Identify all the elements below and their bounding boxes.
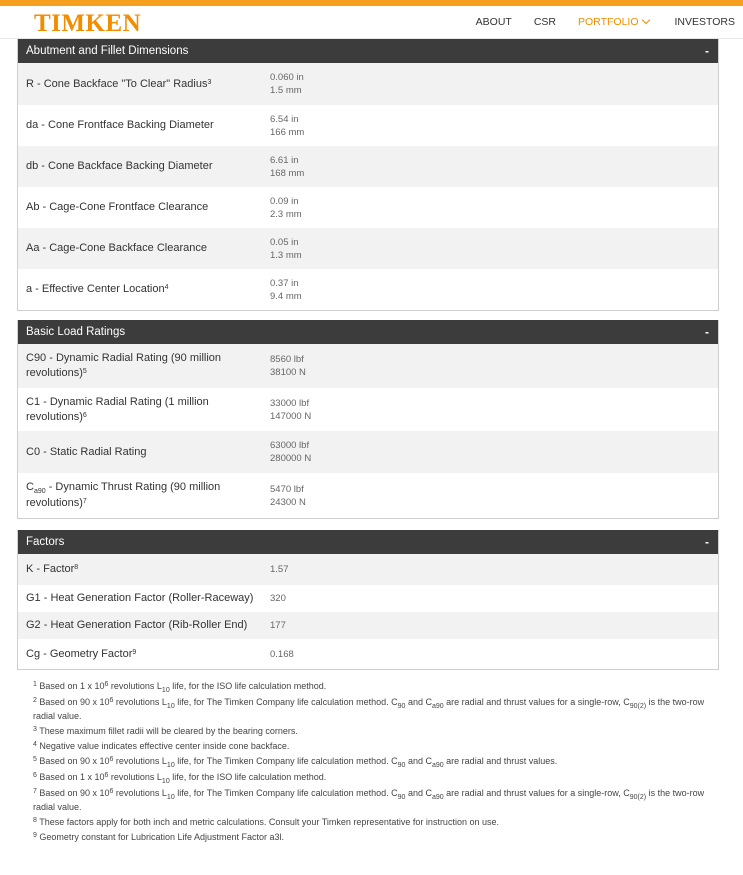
load-ratings-panel	[17, 320, 719, 519]
table-row	[18, 228, 718, 269]
nav-about[interactable]: ABOUT	[475, 16, 512, 28]
table-row	[18, 269, 718, 310]
spec-label: G2 - Heat Generation Factor (Rib-Roller End)	[26, 619, 248, 631]
footnote: $^3$ These maximum fillet radii will be cleared by the bearing corners.	[33, 726, 298, 736]
chevron-down-icon	[641, 16, 649, 24]
spec-label: C0 - Static Radial Rating	[26, 445, 147, 458]
table-row	[18, 585, 718, 612]
load-ratings-panel-header[interactable]	[18, 320, 718, 344]
spec-value: 63000 lbf 280000 N	[270, 440, 312, 464]
spec-value: 8560 lbf 38100 N	[270, 354, 306, 378]
spec-value: 6.61 in 168 mm	[270, 154, 305, 179]
spec-label: R - Cone Backface "To Clear" Radius$^3$	[26, 77, 212, 90]
table-row	[18, 388, 718, 431]
spec-value: 0.060 in 1.5 mm	[270, 72, 304, 96]
spec-value: 33000 lbf 147000 N	[270, 397, 312, 422]
table-row	[18, 639, 718, 669]
factors-panel	[17, 530, 719, 670]
factors-panel-header[interactable]	[18, 530, 718, 554]
collapse-toggle-icon[interactable]: -	[705, 535, 709, 549]
abutment-panel	[17, 39, 719, 311]
footnote: $^4$ Negative value indicates effective center inside cone backface.	[33, 741, 290, 751]
footnote: $^2$ Based on 90 x $10^6$ revolutions $L_{10}$ life, for The Timken Company life calculation method. $C_{90}$ and $C_{a90}$ are radial and thrust values for a single-row, $C_{90(2)}$ is the two-row radial value.	[33, 697, 705, 721]
table-row	[18, 344, 718, 388]
spec-value: 1.57	[270, 564, 289, 575]
spec-value: 0.168	[270, 648, 294, 660]
abutment-panel-header[interactable]	[18, 39, 718, 63]
site-header	[0, 6, 743, 39]
spec-label: G1 - Heat Generation Factor (Roller-Raceway)	[26, 592, 254, 604]
table-row	[18, 431, 718, 473]
nav-csr[interactable]: CSR	[533, 16, 557, 28]
spec-value: 0.09 in 2.3 mm	[270, 195, 302, 220]
spec-label: C1 - Dynamic Radial Rating (1 million revolutions)$^6$	[26, 395, 209, 423]
table-row	[18, 146, 718, 187]
spec-value: 6.54 in 166 mm	[270, 113, 305, 138]
table-row	[18, 612, 718, 639]
timken-logo[interactable]: TIMKEN	[34, 10, 142, 37]
table-row	[18, 473, 718, 518]
footnote: $^9$ Geometry constant for Lubrication Life Adjustment Factor a3l.	[33, 832, 285, 842]
collapse-toggle-icon[interactable]: -	[705, 44, 709, 58]
main-nav	[476, 16, 735, 28]
footnote: $^7$ Based on 90 x $10^6$ revolutions $L_{10}$ life, for The Timken Company life calculation method. $C_{90}$ and $C_{a90}$ are radial and thrust values for a single-row, $C_{90(2)}$ is the two-row radial value.	[33, 788, 705, 812]
table-row	[18, 187, 718, 228]
spec-value: 0.37 in 9.4 mm	[270, 277, 302, 302]
spec-label: C90 - Dynamic Radial Rating (90 million revolutions)$^5$	[26, 352, 222, 379]
spec-value: 0.05 in 1.3 mm	[270, 236, 302, 261]
nav-portfolio-label: PORTFOLIO	[578, 16, 639, 28]
spec-value: 5470 lbf 24300 N	[270, 483, 306, 508]
collapse-toggle-icon[interactable]: -	[705, 325, 709, 339]
footnote: $^5$ Based on 90 x $10^6$ revolutions $L_{10}$ life, for The Timken Company life calculation method. $C_{90}$ and $C_{a90}$ are radial and thrust values.	[33, 756, 558, 769]
footnote: $^6$ Based on 1 x $10^6$ revolutions $L_{10}$ life, for the ISO life calculation method.	[33, 772, 327, 785]
spec-value: 320	[270, 593, 286, 604]
spec-label: da - Cone Frontface Backing Diameter	[26, 119, 214, 131]
table-row	[18, 554, 718, 585]
spec-label: Aa - Cage-Cone Backface Clearance	[26, 242, 207, 254]
table-row	[18, 63, 718, 105]
spec-label: $C_{a90}$ - Dynamic Thrust Rating (90 million revolutions)$^7$	[26, 481, 221, 509]
abutment-panel-title: Abutment and Fillet Dimensions	[26, 45, 189, 57]
footnote: $^1$ Based on 1 x $10^6$ revolutions $L_{10}$ life, for the ISO life calculation method.	[33, 681, 327, 694]
footnotes	[33, 680, 713, 846]
spec-label: Ab - Cage-Cone Frontface Clearance	[26, 201, 209, 213]
nav-investors[interactable]: INVESTORS	[674, 16, 735, 28]
spec-value: 177	[270, 620, 286, 631]
factors-panel-title: Factors	[26, 536, 65, 548]
load-ratings-panel-title: Basic Load Ratings	[26, 326, 126, 338]
spec-label: K - Factor$^8$	[26, 563, 79, 575]
spec-label: db - Cone Backface Backing Diameter	[26, 160, 213, 172]
spec-label: Cg - Geometry Factor$^9$	[26, 647, 137, 660]
table-row	[18, 105, 718, 146]
spec-label: a - Effective Center Location$^4$	[26, 283, 169, 295]
footnote: $^8$ These factors apply for both inch and metric calculations. Consult your Timken representative for instruction on use.	[33, 817, 499, 827]
nav-portfolio[interactable]	[578, 16, 648, 28]
